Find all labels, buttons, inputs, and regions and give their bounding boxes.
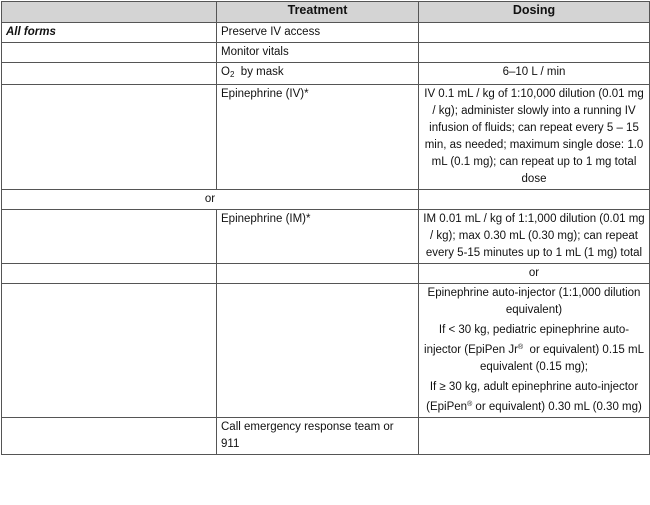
- table-row-iv-access: [2, 23, 650, 43]
- header-row: [2, 2, 650, 23]
- header-treatment: Treatment: [217, 2, 419, 23]
- empty-cell: [2, 63, 217, 85]
- header-blank: [2, 2, 217, 23]
- dosing-cell: [419, 418, 650, 455]
- dosing-cell: IV 0.1 mL / kg of 1:10,000 dilution (0.01 mg / kg); administer slowly into a running IV infusion of fluids; can repeat every 5 – 15 min, as needed; maximum single dose: 1.0 mL (0.1 mg); can repeat up to 1 mg total dose: [419, 85, 650, 190]
- empty-cell: [2, 284, 217, 418]
- treatment-cell: Preserve IV access: [217, 23, 419, 43]
- header-dosing: Dosing: [419, 2, 650, 23]
- pediatric-dose: If < 30 kg, pediatric epinephrine auto-injector (EpiPen Jr® or equivalent) 0.15 mL equivalent (0.15 mg);: [424, 324, 648, 373]
- registered-mark: ®: [517, 344, 524, 351]
- oxygen-subscript: 2: [229, 70, 235, 79]
- dosing-cell: [419, 284, 650, 418]
- treatment-cell: Epinephrine (IM)*: [217, 210, 419, 264]
- empty-cell: [2, 264, 217, 284]
- empty-cell: [419, 190, 650, 210]
- table-row-call: [2, 418, 650, 455]
- table-row-or: [2, 264, 650, 284]
- treatment-cell: Epinephrine (IV)*: [217, 85, 419, 190]
- adult-dose: If ≥ 30 kg, adult epinephrine auto-injector (EpiPen® or equivalent) 0.30 mL (0.30 mg): [426, 381, 642, 413]
- table-row-or: [2, 190, 650, 210]
- table-row-epinephrine-iv: [2, 85, 650, 190]
- empty-cell: [2, 43, 217, 63]
- oxygen-symbol: O: [221, 66, 230, 78]
- auto-injector-intro: Epinephrine auto-injector (1:1,000 dilution equivalent): [427, 287, 641, 316]
- oxygen-method: by mask: [234, 66, 284, 78]
- table-row-oxygen: [2, 63, 650, 85]
- treatment-cell: [217, 63, 419, 85]
- or-separator: or: [419, 264, 650, 284]
- empty-cell: [217, 284, 419, 418]
- empty-cell: [2, 210, 217, 264]
- empty-cell: [2, 418, 217, 455]
- treatment-cell: Call emergency response team or 911: [217, 418, 419, 455]
- treatment-dosing-table: [1, 1, 650, 455]
- empty-cell: [2, 85, 217, 190]
- table-row-epinephrine-im: [2, 210, 650, 264]
- table-row-vitals: [2, 43, 650, 63]
- group-label-all-forms: All forms: [2, 23, 217, 43]
- empty-cell: [217, 264, 419, 284]
- registered-mark: ®: [467, 401, 473, 408]
- dosing-cell: 6–10 L / min: [419, 63, 650, 85]
- dosing-cell: IM 0.01 mL / kg of 1:1,000 dilution (0.01 mg / kg); max 0.30 mL (0.30 mg); can repeat every 5-15 minutes up to 1 mL (1 mg) total: [419, 210, 650, 264]
- dosing-cell: [419, 23, 650, 43]
- dosing-cell: [419, 43, 650, 63]
- table-row-auto-injector: [2, 284, 650, 418]
- or-separator: or: [2, 190, 419, 210]
- treatment-cell: Monitor vitals: [217, 43, 419, 63]
